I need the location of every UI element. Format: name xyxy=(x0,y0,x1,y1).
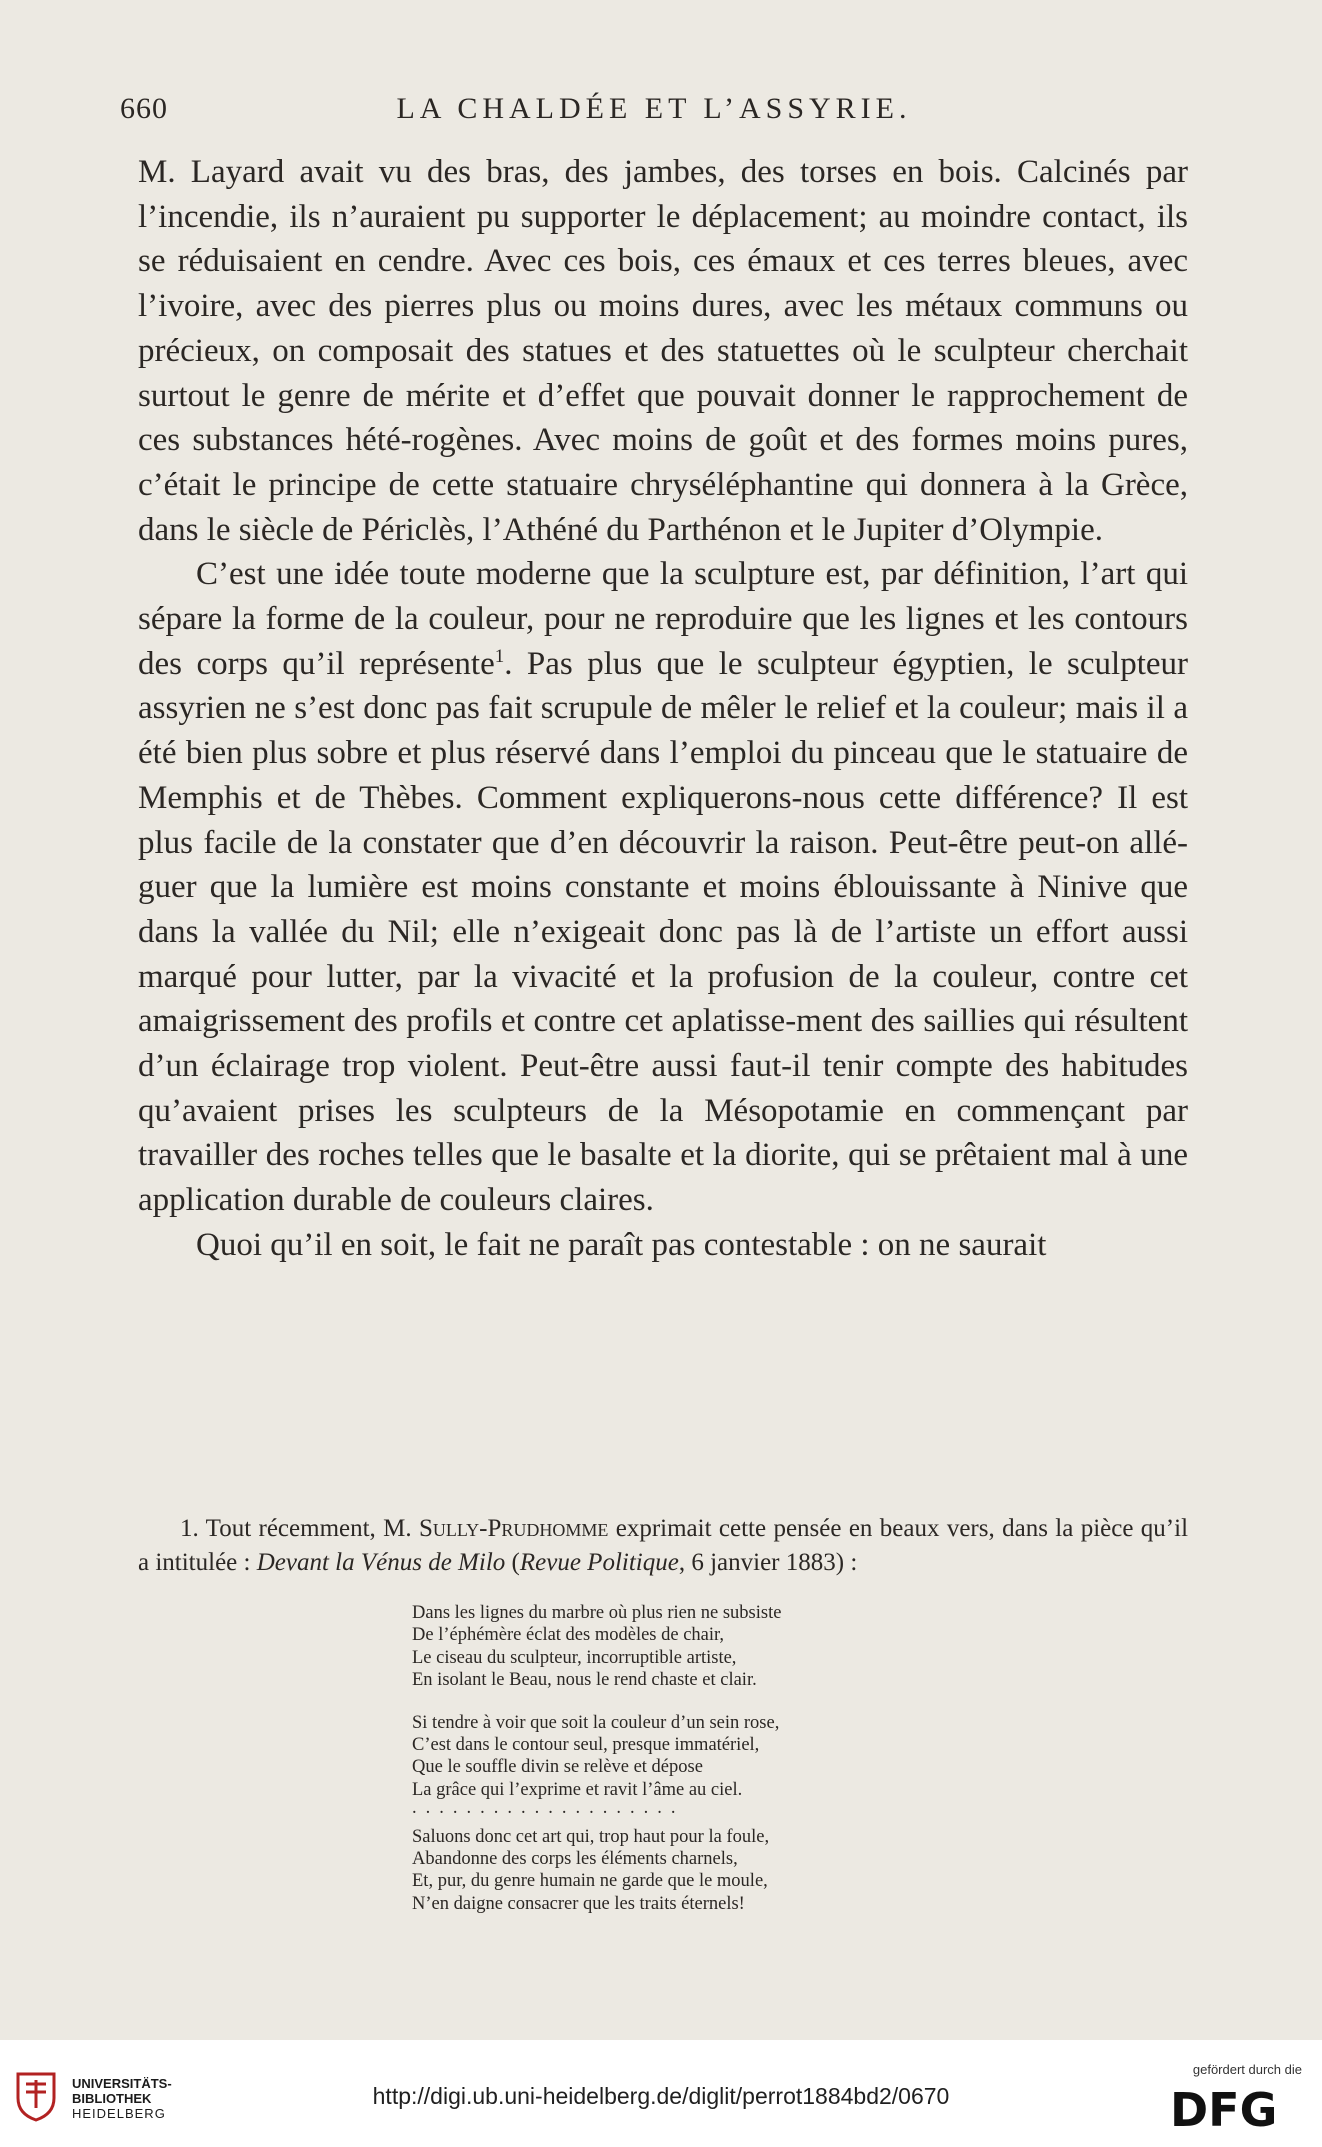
poem-line: De l’éphémère éclat des modèles de chair, xyxy=(412,1625,725,1646)
poem-line: N’en daigne consacrer que les traits éternels! xyxy=(412,1893,745,1914)
poem-line: C’est dans le contour seul, presque immatériel, xyxy=(412,1735,760,1756)
poem-line: Dans les lignes du marbre où plus rien ne subsiste xyxy=(412,1603,782,1623)
footnote-mid: exprimait cette pensée en beaux vers, dans la pièce qu’il a intitulée : xyxy=(138,1515,1189,1576)
paragraph-1: M. Layard avait vu des bras, des jambes, des torses en bois. Calcinés par l’incendie, ils n’auraient pu supporter le déplacement; au moindre contact, ils se réduisaient en cendre. Avec ces bois, ces émaux et ces terres bleues, avec l’ivoire, avec des pierres plus ou moins dures, avec les métaux communs ou précieux, on composait des statues et des statuettes où le sculpteur cherchait surtout le genre de mérite et d’effet que pouvait donner le rapprochement de ces substances hété-rogènes. Avec moins de goût et des formes moins pures, c’était le principe de cette statuaire chryséléphantine qui donnera à la Grèce, dans le siècle de Périclès, l’Athéné du Parthénon et le Jupiter d’Olympie. xyxy=(138,154,1188,548)
dfg-logo-text: DFG xyxy=(1170,2086,1278,2130)
running-header xyxy=(120,92,1188,136)
poem-line: Abandonne des corps les éléments charnels, xyxy=(412,1849,738,1870)
poem-line: Que le souffle divin se relève et dépose xyxy=(412,1757,703,1778)
poem-line: La grâce qui l’exprime et ravit l’âme au ciel. xyxy=(412,1779,743,1800)
footnote-date: , 6 janvier 1883) : xyxy=(678,1549,858,1576)
poem-line: Et, pur, du genre humain ne garde que le moule, xyxy=(412,1871,768,1892)
footnote-author: Sully-Prudhomme xyxy=(419,1515,609,1542)
poem-stanza-2 xyxy=(412,1712,932,1820)
paragraph-2-part-1: C’est une idée toute moderne que la sculpture est, par définition, l’art qui sépare la forme de la couleur, pour ne reproduire que les lignes et les contours des corps qu’il représente xyxy=(138,556,1188,682)
footnote xyxy=(138,1512,1188,1580)
poem-line: Saluons donc cet art qui, trop haut pour la foule, xyxy=(412,1826,770,1847)
permalink-url[interactable]: http://digi.ub.uni-heidelberg.de/diglit/perrot1884bd2/0670 xyxy=(372,2083,950,2109)
poem-stanza-3 xyxy=(412,1826,932,1916)
footnote-intro: Tout récemment, M. xyxy=(205,1515,412,1542)
footnote-open-paren: ( xyxy=(511,1549,520,1576)
viewer-footer xyxy=(0,2040,1322,2147)
footnote-reference: 1 xyxy=(494,645,505,667)
footnote-poem-title: Devant la Vénus de Milo xyxy=(256,1549,506,1576)
library-name-line-2: BIBLIOTHEK xyxy=(72,2091,152,2106)
running-title: LA CHALDÉE ET L’ASSYRIE. xyxy=(396,92,912,125)
body-text xyxy=(138,150,1188,1268)
footnote-text xyxy=(138,1512,1188,1580)
dfg-logo-icon xyxy=(1170,2086,1306,2130)
poem-stanza-1 xyxy=(412,1602,932,1692)
footnote-journal: Revue Politique xyxy=(519,1549,679,1576)
poem-line: En isolant le Beau, nous le rend chaste et clair. xyxy=(412,1670,757,1691)
funding-note: gefördert durch die xyxy=(1192,2062,1302,2077)
quoted-poem xyxy=(412,1602,932,1935)
library-name-line-3: HEIDELBERG xyxy=(72,2106,166,2121)
paragraph-2-part-2: . Pas plus que le sculpteur égyptien, le sculpteur assyrien ne s’est donc pas fait scrupule de mêler le relief et la couleur; mais il a été bien plus sobre et plus réservé dans l’emploi du pinceau que le statuaire de Memphis et de Thèbes. Comment expliquerons-nous cette différence? Il est plus facile de la constater que d’en découvrir la raison. Peut-être peut-on allé-guer que la lumière est moins constante et moins éblouissante à Ninive que dans la vallée du Nil; elle n’exigeait donc pas là de l’artiste un effort aussi marqué pour lutter, par la vivacité et la profusion de la couleur, contre cet amaigrissement des profils et contre cet aplatisse-ment des saillies qui résultent d’un éclairage trop violent. Peut-être aussi faut-il tenir compte des habitudes qu’avaient prises les sculpteurs de la Mésopotamie en commençant par travailler des roches telles que le basalte et la diorite, qui se prêtaient mal à une application durable de couleurs claires. xyxy=(138,645,1188,1219)
page-number: 660 xyxy=(120,92,168,125)
poem-line: Le ciseau du sculpteur, incorruptible artiste, xyxy=(412,1647,737,1668)
poem-ellipsis: .................... xyxy=(412,1798,685,1819)
footnote-number: 1. xyxy=(180,1515,199,1542)
library-name-line-1: UNIVERSITÄTS- xyxy=(72,2076,172,2091)
paragraph-3: Quoi qu’il en soit, le fait ne paraît pas contestable : on ne saurait xyxy=(196,1226,1047,1263)
paragraph-2 xyxy=(138,552,1188,1223)
poem-line: Si tendre à voir que soit la couleur d’un sein rose, xyxy=(412,1712,780,1733)
dfg-logo[interactable] xyxy=(1170,2086,1306,2135)
